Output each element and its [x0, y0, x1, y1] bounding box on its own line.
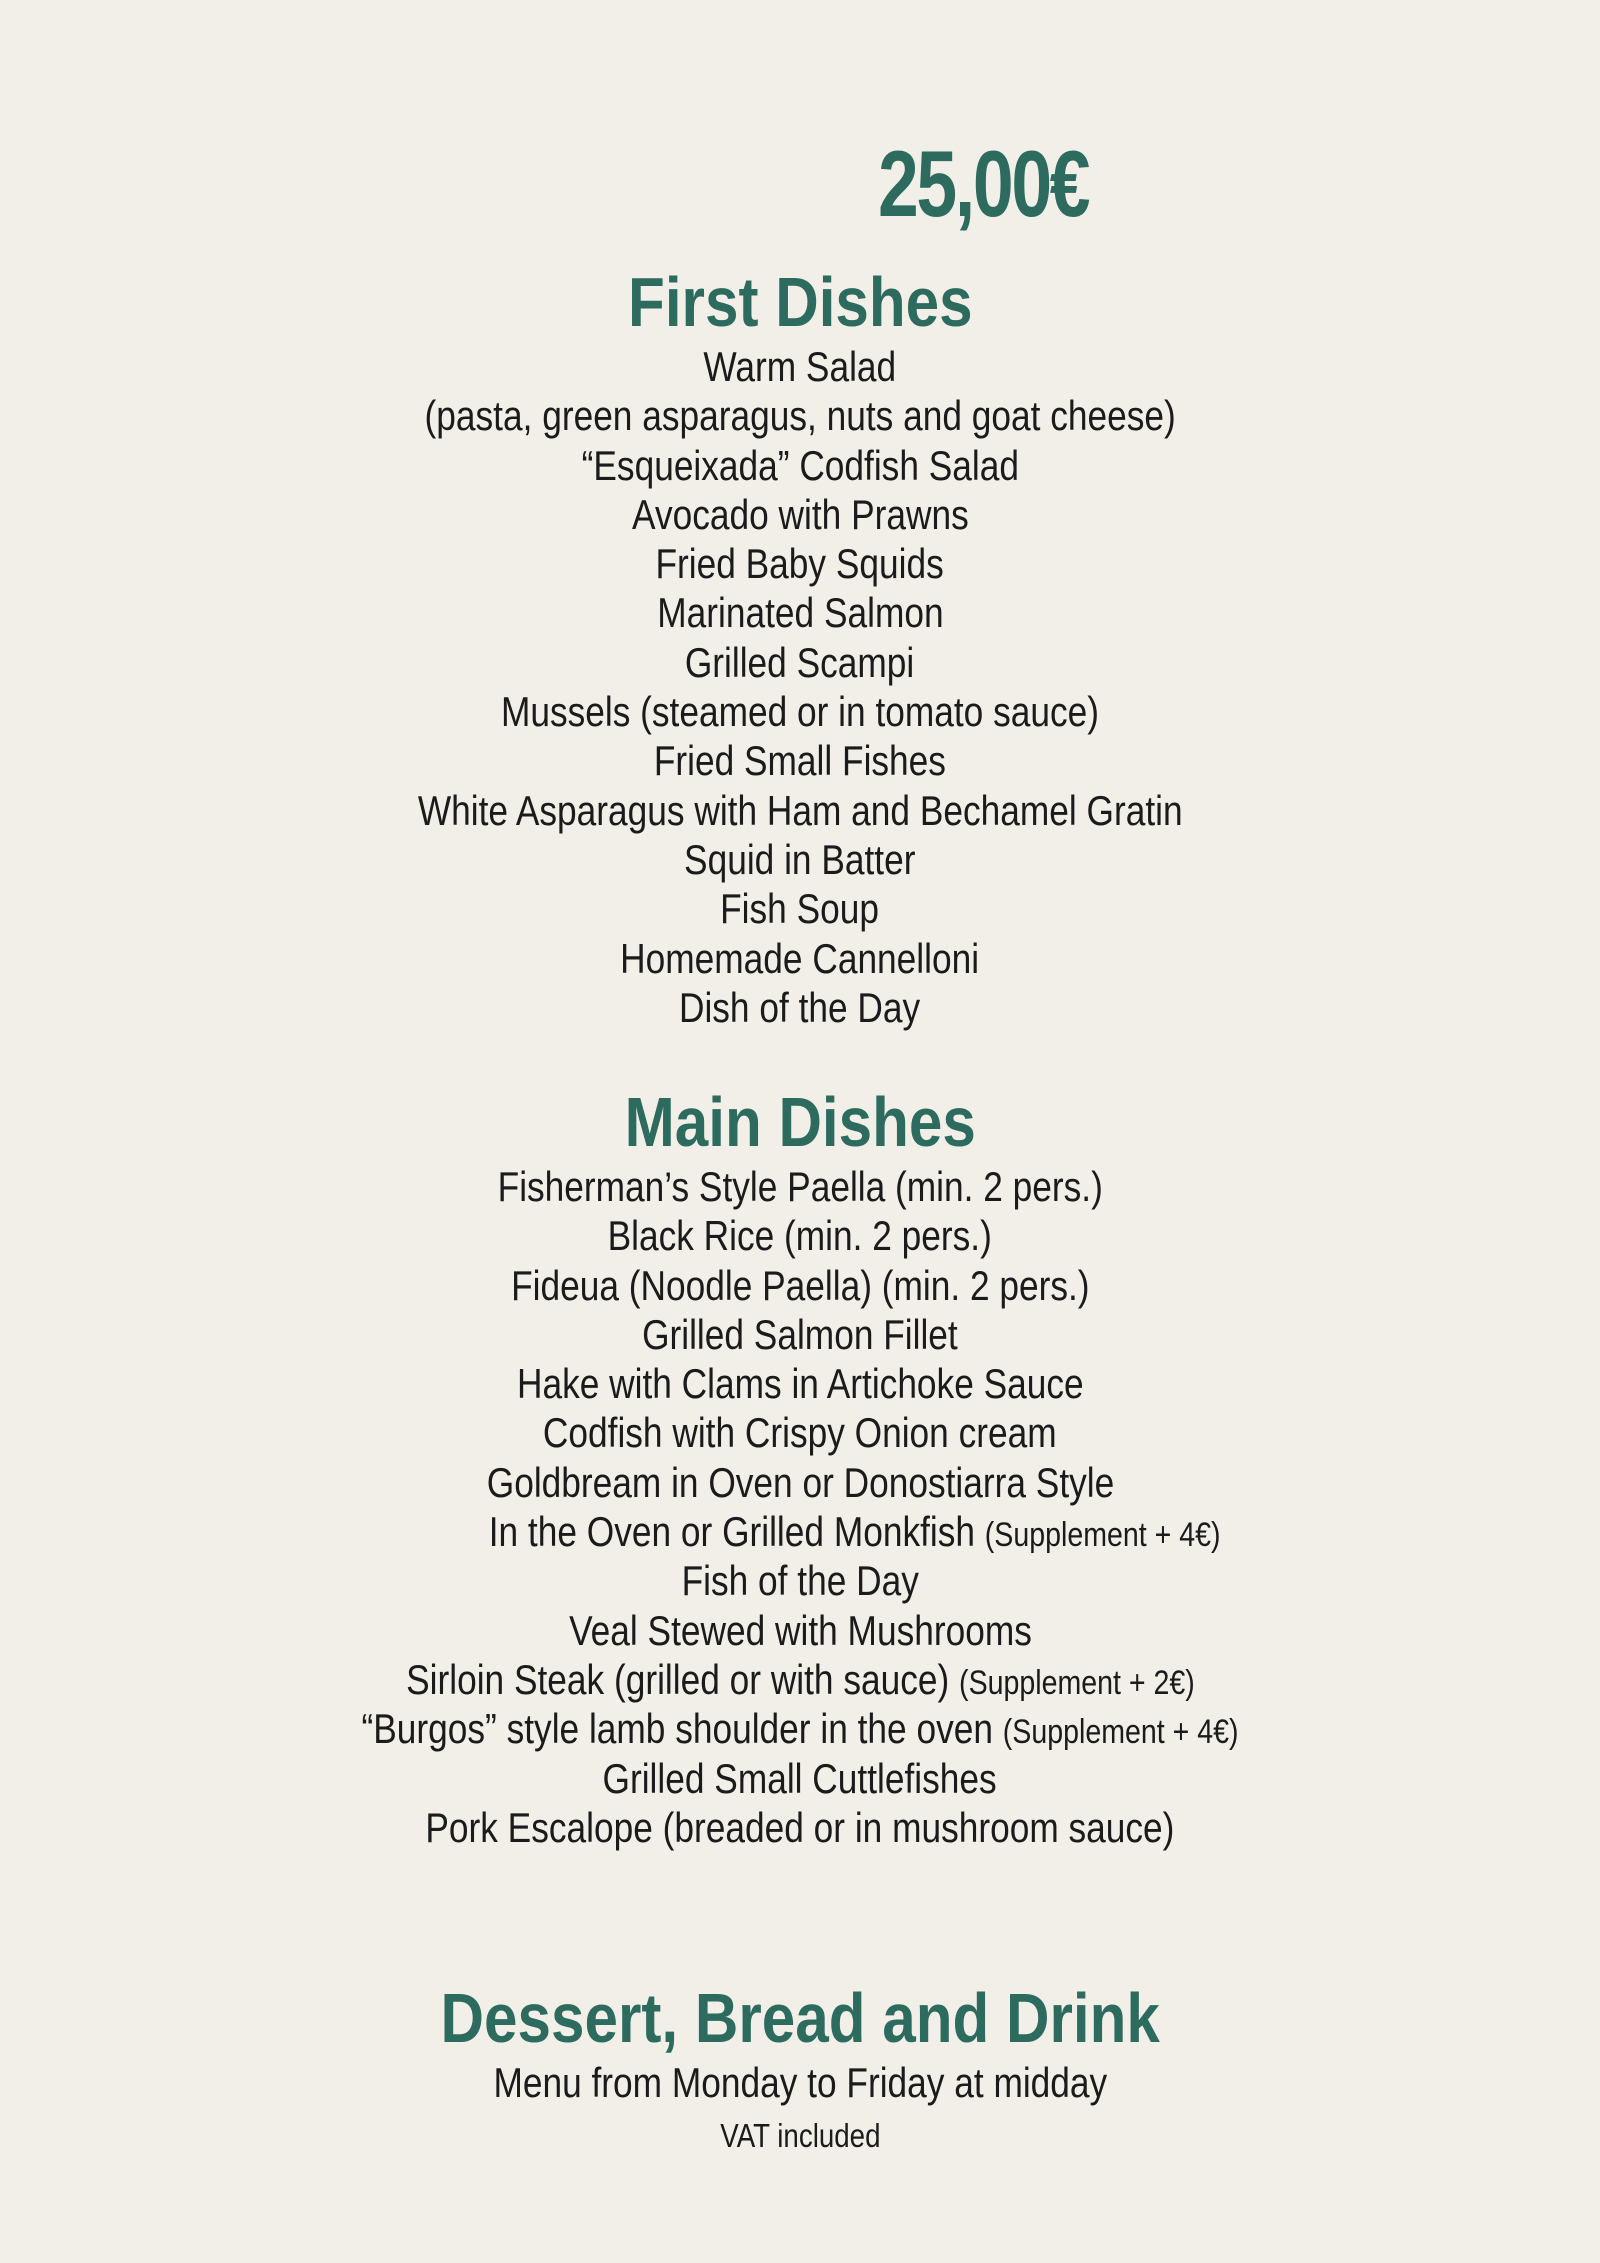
dish-text: Veal Stewed with Mushrooms [568, 1606, 1032, 1654]
first-dish-item [0, 588, 1600, 637]
first-dish-item [0, 391, 1600, 440]
dish-text: Fideua (Noodle Paella) (min. 2 pers.) [510, 1261, 1090, 1309]
dessert-heading: Dessert, Bread and Drink [440, 1979, 1160, 2057]
main-dish-item [0, 1261, 1600, 1310]
dish-name [406, 1655, 1195, 1708]
first-dishes-list [0, 342, 1600, 1032]
main-dish-item [0, 1310, 1600, 1359]
supplement-note: (Supplement + 4€) [985, 1516, 1221, 1555]
dish-name [603, 1754, 997, 1803]
main-dishes-section [0, 1082, 1600, 1852]
dish-name: White Asparagus with Ham and Bechamel Gratin [417, 786, 1183, 834]
first-dish-item [0, 490, 1600, 539]
dish-text: In the Oven or Grilled Monkfish [489, 1508, 976, 1556]
main-dish-item [0, 1507, 1600, 1556]
main-dishes-list [0, 1162, 1600, 1852]
dish-name [569, 1606, 1032, 1655]
dish-text: Grilled Salmon Fillet [642, 1310, 958, 1358]
dish-name: Squid in Batter [684, 835, 916, 883]
dish-name [497, 1162, 1102, 1211]
first-dish-item [0, 736, 1600, 785]
main-dish-item [0, 1211, 1600, 1260]
dish-text: Goldbream in Oven or Donostiarra Style [486, 1458, 1114, 1506]
dish-text: Pork Escalope (breaded or in mushroom sauce) [425, 1803, 1175, 1851]
dish-text: Black Rice (min. 2 pers.) [607, 1212, 993, 1260]
dish-name [425, 1803, 1174, 1852]
vat-note: VAT included [719, 2117, 881, 2154]
main-dish-item [0, 1359, 1600, 1408]
main-dish-item [0, 1458, 1600, 1507]
dish-text: Fish of the Day [681, 1557, 919, 1605]
dish-text: Grilled Small Cuttlefishes [602, 1754, 998, 1802]
first-dish-item [0, 884, 1600, 933]
dish-name: (pasta, green asparagus, nuts and goat cheese) [424, 392, 1176, 440]
first-dish-item [0, 786, 1600, 835]
dish-name: Mussels (steamed or in tomato sauce) [500, 688, 1100, 736]
dish-name [543, 1408, 1057, 1457]
main-dish-item [0, 1704, 1600, 1753]
dish-name [489, 1507, 1221, 1560]
first-dish-item [0, 441, 1600, 490]
main-dish-item [0, 1803, 1600, 1852]
dish-text: “Burgos” style lamb shoulder in the oven [361, 1705, 993, 1753]
main-dishes-heading: Main Dishes [624, 1083, 976, 1161]
main-dish-item [0, 1754, 1600, 1803]
main-dish-item [0, 1408, 1600, 1457]
dish-name [642, 1310, 958, 1359]
dessert-section [0, 1978, 1600, 2156]
supplement-note: (Supplement + 4€) [1002, 1713, 1239, 1752]
supplement-note: (Supplement + 2€) [958, 1663, 1195, 1702]
dish-name [681, 1556, 918, 1605]
first-dish-item [0, 638, 1600, 687]
dish-name: Grilled Scampi [685, 638, 915, 686]
first-dish-item [0, 539, 1600, 588]
first-dish-item [0, 835, 1600, 884]
main-dish-item [0, 1556, 1600, 1605]
dish-text: Hake with Clams in Artichoke Sauce [516, 1360, 1084, 1408]
first-dishes-section [0, 262, 1600, 1032]
dish-name: Fried Small Fishes [653, 737, 947, 785]
menu-price: 25,00€ [878, 131, 1089, 236]
dish-name: Avocado with Prawns [631, 490, 969, 538]
dish-name: “Esqueixada” Codfish Salad [581, 441, 1019, 489]
first-dish-item [0, 342, 1600, 391]
dish-name [511, 1261, 1089, 1310]
dish-text: Sirloin Steak (grilled or with sauce) [405, 1655, 949, 1703]
dish-name: Fried Baby Squids [655, 540, 945, 588]
first-dish-item [0, 983, 1600, 1032]
menu-availability-note: Menu from Monday to Friday at midday [493, 2059, 1107, 2106]
dish-name: Fish Soup [720, 885, 880, 933]
dish-name: Marinated Salmon [656, 589, 944, 637]
dish-text: Codfish with Crispy Onion cream [543, 1409, 1057, 1457]
dish-name [486, 1458, 1113, 1507]
dish-name [517, 1359, 1084, 1408]
dish-name [608, 1211, 992, 1260]
main-dish-item [0, 1606, 1600, 1655]
dish-name: Dish of the Day [679, 983, 921, 1031]
dish-name [361, 1704, 1238, 1757]
dish-text: Fisherman’s Style Paella (min. 2 pers.) [497, 1163, 1103, 1210]
main-dish-item [0, 1655, 1600, 1704]
first-dish-item [0, 934, 1600, 983]
main-dish-item [0, 1162, 1600, 1211]
first-dish-item [0, 687, 1600, 736]
dish-name: Warm Salad [703, 343, 897, 390]
dish-name: Homemade Cannelloni [620, 934, 980, 982]
first-dishes-heading: First Dishes [627, 263, 973, 341]
